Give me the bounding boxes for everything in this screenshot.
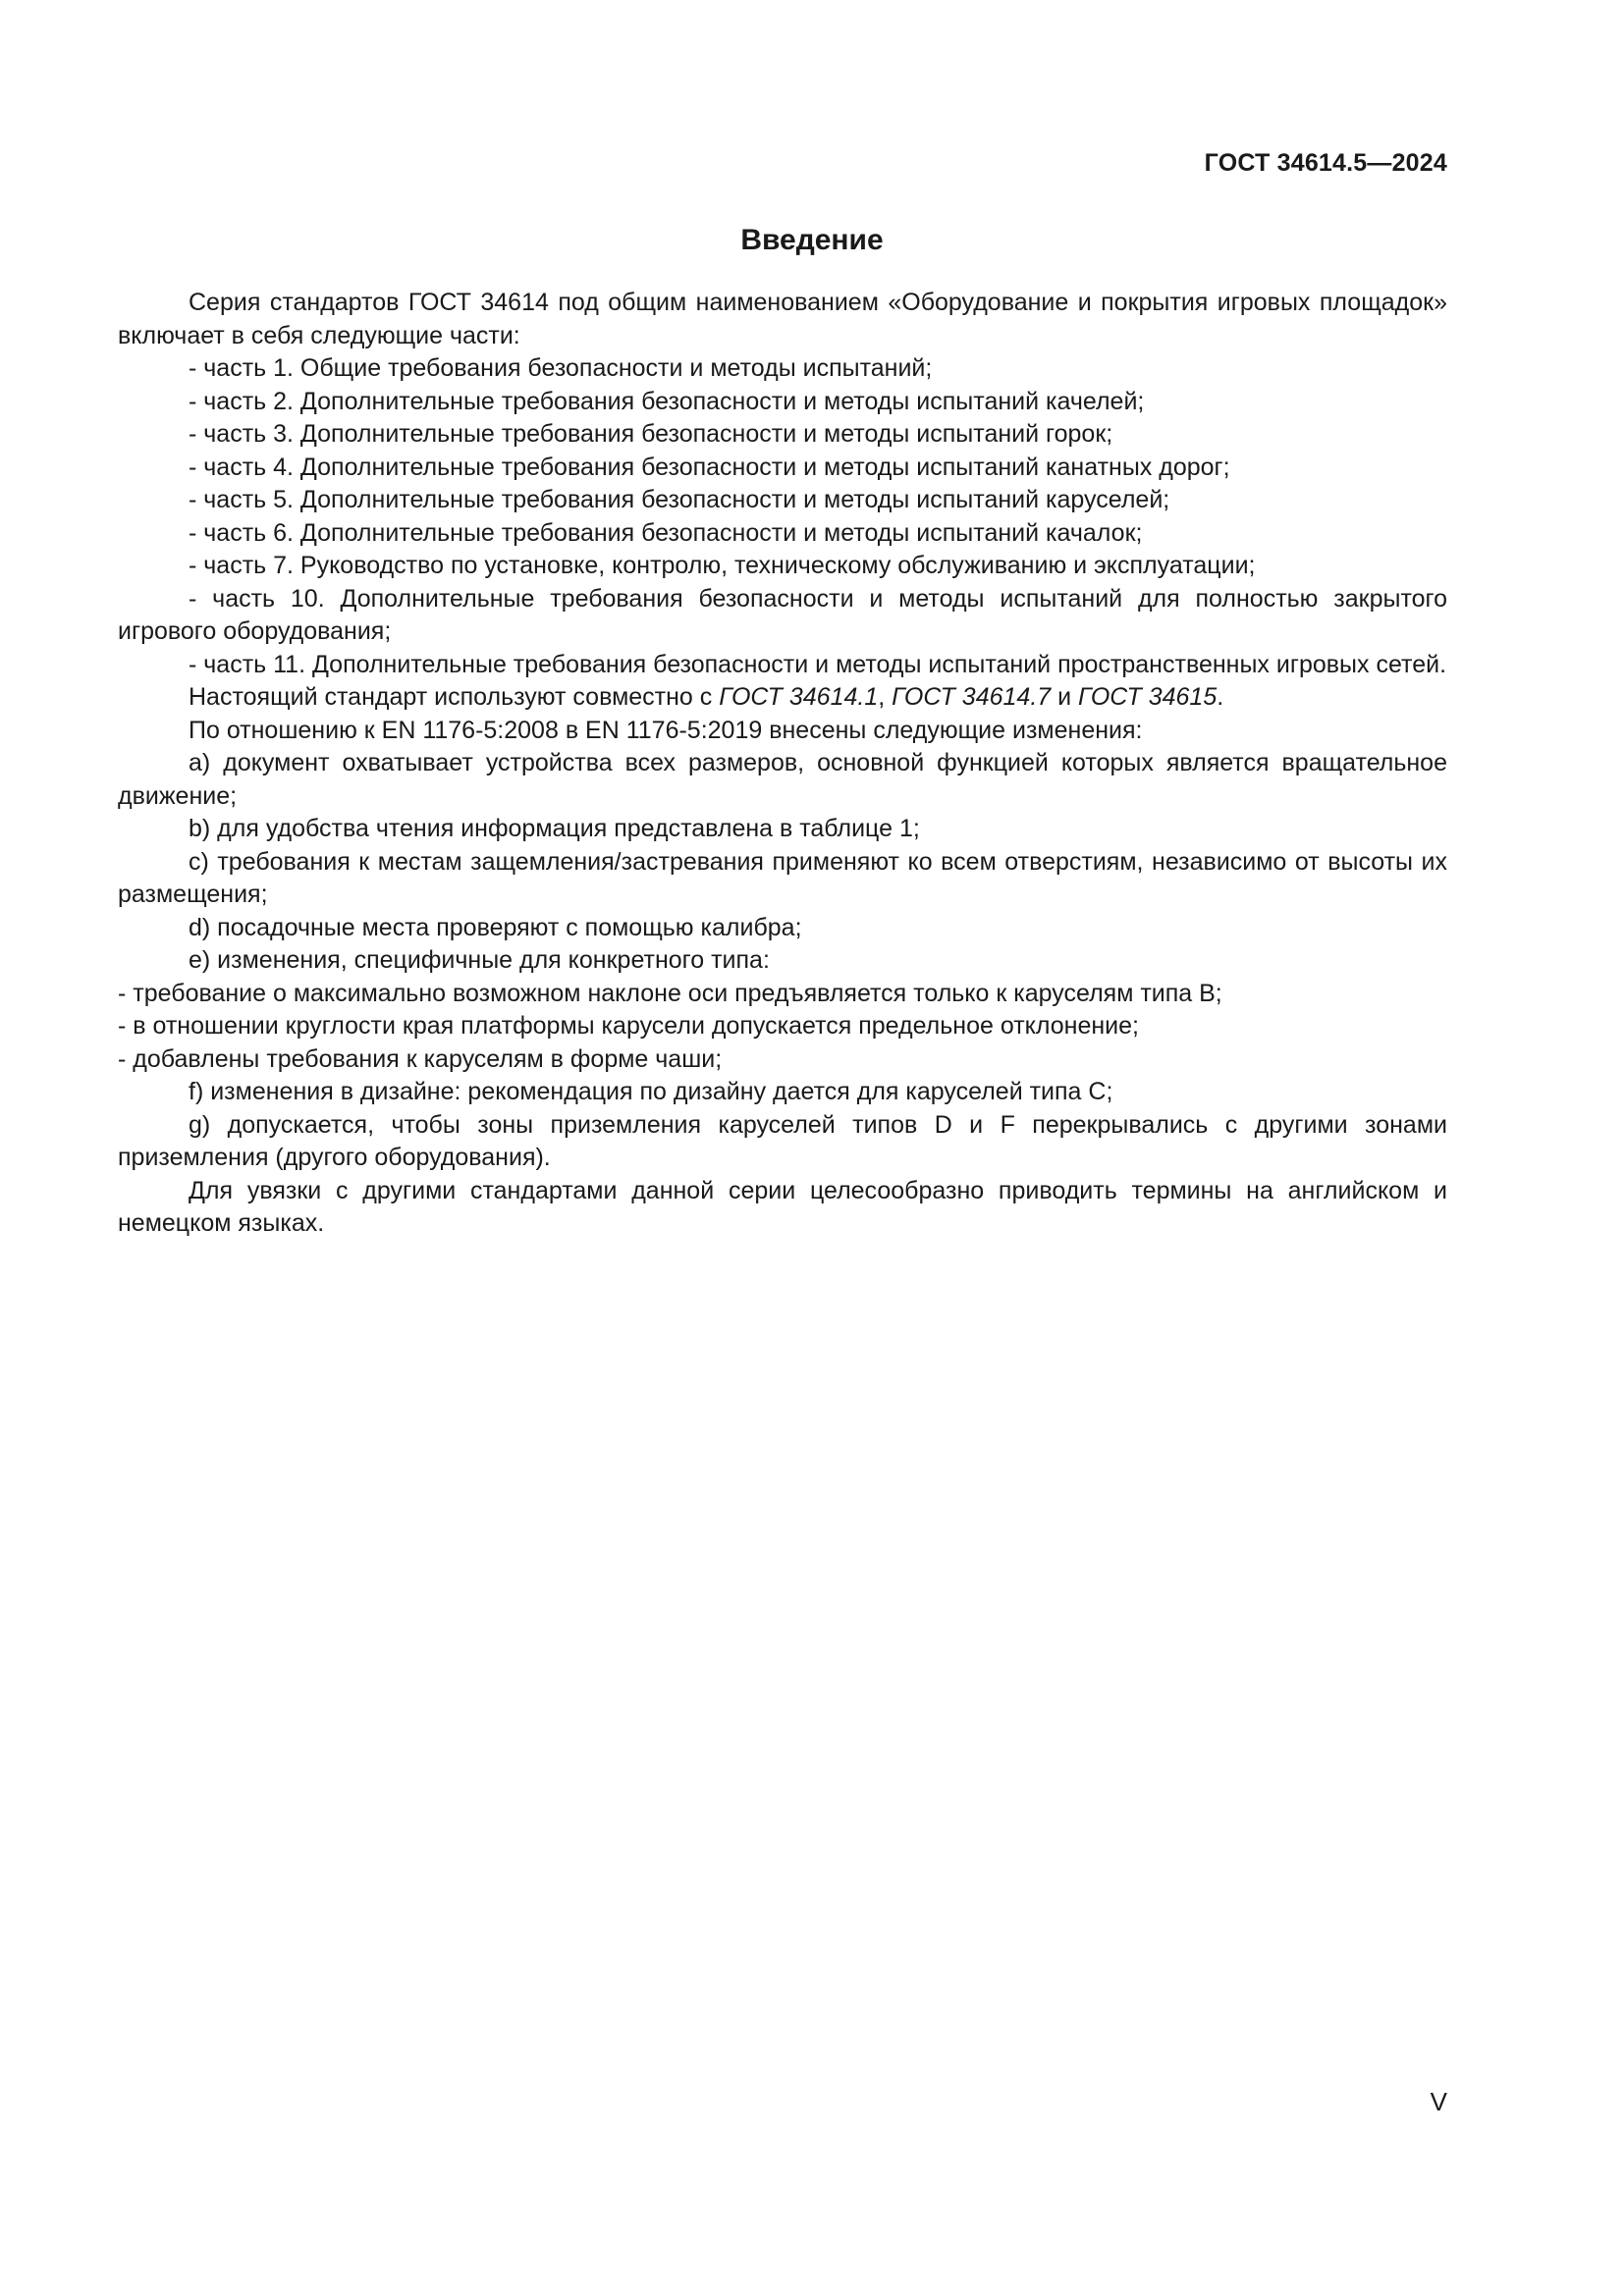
change-e-item-3: - добавлены требования к каруселям в форме чаши; xyxy=(118,1044,723,1073)
introduction-body xyxy=(118,287,1447,1241)
part-item-1: - часть 1. Общие требования безопасности и методы испытаний; xyxy=(189,354,933,382)
usage-paragraph xyxy=(118,681,1447,715)
part-item-7: - часть 7. Руководство по установке, контролю, техническому обслуживанию и эксплуатации; xyxy=(189,552,1256,579)
change-a: а) документ охватывает устройства всех размеров, основной функцией которых является вращательное движение; xyxy=(118,749,1447,810)
usage-prefix: Настоящий стандарт используют совместно с xyxy=(189,683,720,711)
usage-ref-1: ГОСТ 34614.1 xyxy=(719,683,879,711)
change-g: g) допускается, чтобы зоны приземления каруселей типов D и F перекрывались с другими зонами приземления (другого оборудования). xyxy=(118,1110,1447,1171)
changes-intro: По отношению к EN 1176-5:2008 в EN 1176-5:2019 внесены следующие изменения: xyxy=(189,716,1143,744)
page-number: V xyxy=(1430,2087,1447,2116)
closing-paragraph: Для увязки с другими стандартами данной серии целесообразно приводить термины на английском и немецком языках. xyxy=(118,1176,1447,1237)
change-d: d) посадочные места проверяют с помощью калибра; xyxy=(189,913,802,941)
part-item-5: - часть 5. Дополнительные требования безопасности и методы испытаний каруселей; xyxy=(189,486,1170,513)
part-item-10: - часть 10. Дополнительные требования безопасности и методы испытаний для полностью закрытого игрового оборудования; xyxy=(118,584,1447,645)
part-item-3: - часть 3. Дополнительные требования безопасности и методы испытаний горок; xyxy=(189,420,1113,448)
document-code: ГОСТ 34614.5—2024 xyxy=(1204,149,1447,177)
part-item-4: - часть 4. Дополнительные требования безопасности и методы испытаний канатных дорог; xyxy=(189,453,1230,481)
change-e-item-1: - требование о максимально возможном наклоне оси предъявляется только к каруселям типа В; xyxy=(118,979,1222,1007)
change-e: e) изменения, специфичные для конкретного типа: xyxy=(189,946,770,974)
section-title: Введение xyxy=(740,224,884,256)
usage-ref-3: ГОСТ 34615 xyxy=(1078,683,1218,711)
intro-paragraph: Серия стандартов ГОСТ 34614 под общим наименованием «Оборудование и покрытия игровых площадок» включает в себя следующие части: xyxy=(118,289,1447,349)
part-item-11: - часть 11. Дополнительные требования безопасности и методы испытаний пространственных игровых сетей. xyxy=(189,650,1447,678)
usage-sep-2: и xyxy=(1051,683,1079,711)
part-item-2: - часть 2. Дополнительные требования безопасности и методы испытаний качелей; xyxy=(189,387,1145,415)
usage-ref-2: ГОСТ 34614.7 xyxy=(892,683,1052,711)
usage-suffix: . xyxy=(1217,683,1224,711)
part-item-6: - часть 6. Дополнительные требования безопасности и методы испытаний качалок; xyxy=(189,518,1143,547)
change-b: b) для удобства чтения информация представлена в таблице 1; xyxy=(189,815,920,842)
change-f: f) изменения в дизайне: рекомендация по дизайну дается для каруселей типа С; xyxy=(189,1078,1113,1105)
change-e-item-2: - в отношении круглости края платформы карусели допускается предельное отклонение; xyxy=(118,1012,1139,1040)
usage-sep-1: , xyxy=(878,683,893,711)
change-c: c) требования к местам защемления/застревания применяют ко всем отверстиям, независимо от высоты их размещения; xyxy=(118,847,1447,908)
